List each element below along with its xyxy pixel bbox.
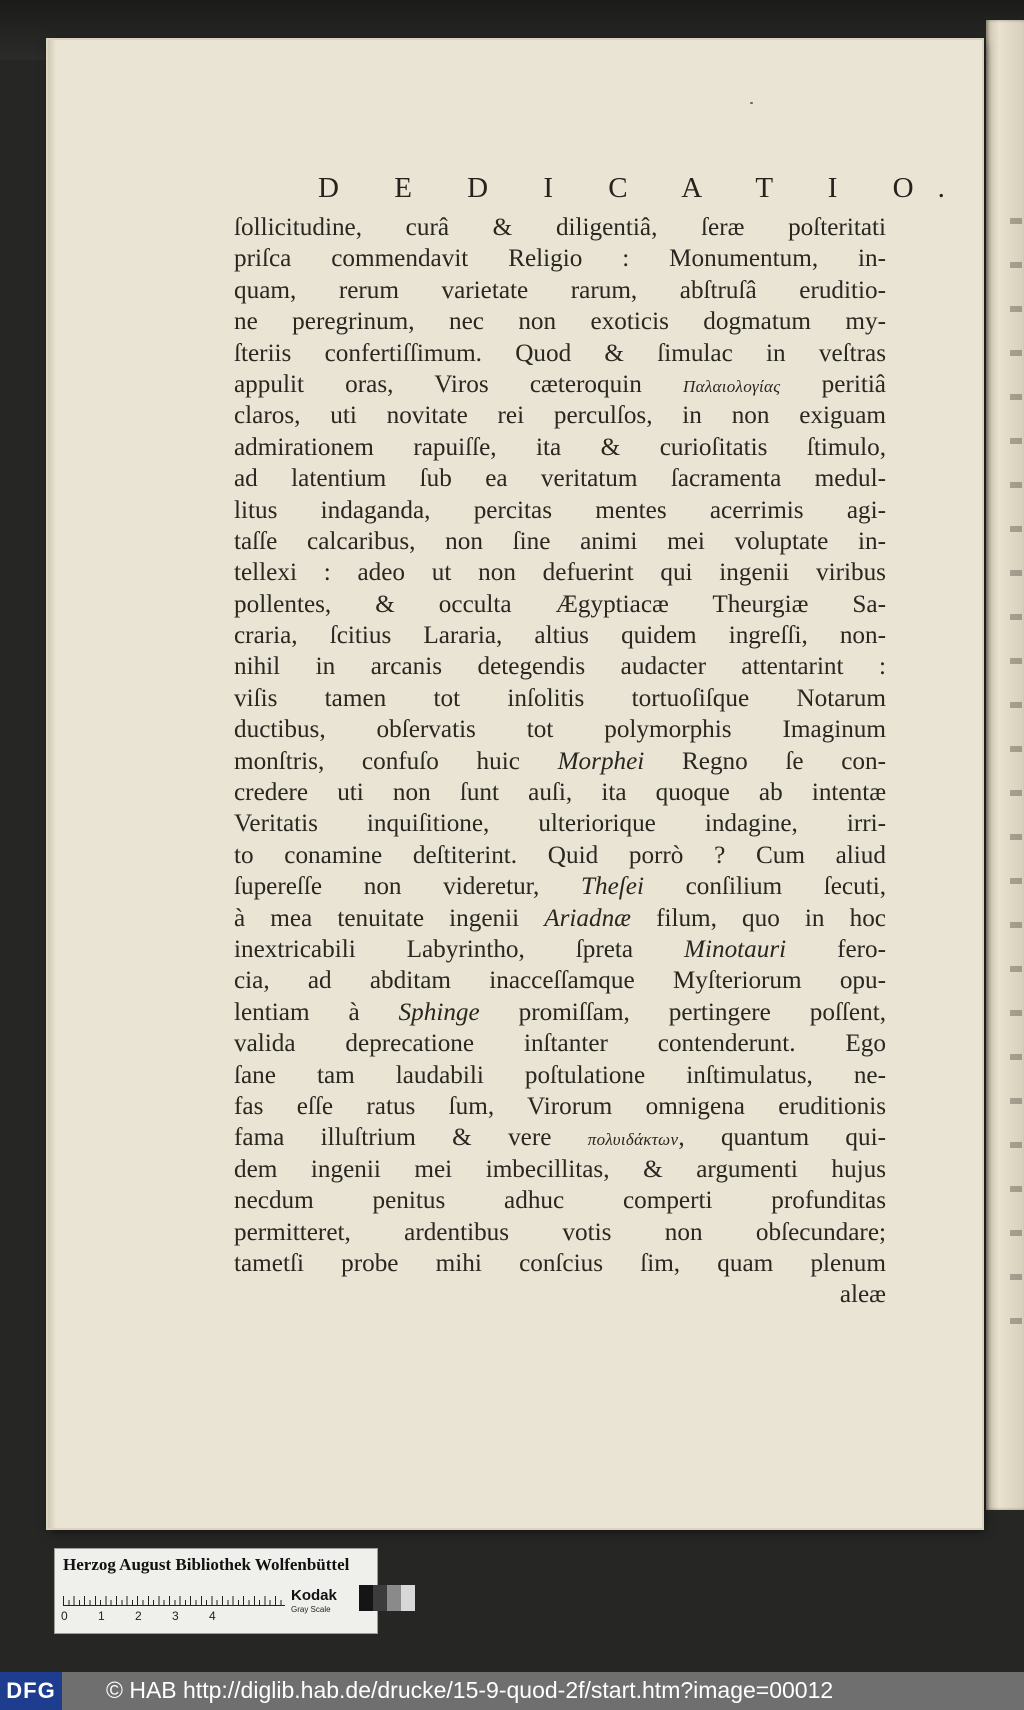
text-line <box>234 526 886 557</box>
italic-name: Ariadnæ <box>544 904 631 932</box>
text-segment: viſis tamen tot inſolitis tortuoſiſque Notarum <box>234 684 886 712</box>
ruler-label: 1 <box>98 1609 105 1623</box>
text-line <box>234 808 886 839</box>
text-segment: permitteret, ardentibus votis non obſecundare; <box>234 1218 886 1246</box>
text-line <box>234 1122 886 1153</box>
text-line <box>234 871 886 902</box>
adjacent-page-edge <box>986 20 1024 1510</box>
text-segment: necdum penitus adhuc comperti profunditas <box>234 1187 886 1215</box>
adjacent-page-text-marks <box>1010 180 1022 1330</box>
dfg-logo: DFG <box>0 1672 62 1710</box>
text-segment: tellexi : adeo ut non defuerint qui ingenii viribus <box>234 559 886 587</box>
kodak-brand: Kodak <box>291 1587 337 1604</box>
text-segment: fero- <box>786 935 887 963</box>
text-segment: litus indaganda, percitas mentes acerrimis agi- <box>234 496 886 524</box>
italic-name: Sphinge <box>398 998 480 1026</box>
text-segment: ductibus, obſervatis tot polymorphis Imaginum <box>234 716 886 744</box>
text-segment: quam, rerum varietate rarum, abſtruſâ eruditio- <box>234 276 886 304</box>
gray-scale-caption: Gray Scale <box>291 1605 331 1614</box>
text-segment: ſteriis confertiſſimum. Quod & ſimulac in veſtras <box>234 339 886 367</box>
text-segment: fama illuſtrium & vere <box>234 1124 588 1152</box>
text-segment: à mea tenuitate ingenii <box>234 904 545 932</box>
ruler-label: 2 <box>135 1609 142 1623</box>
greek-word: πολυιδάκτων <box>587 1130 679 1150</box>
ruler-labels <box>61 1609 291 1625</box>
gray-swatch <box>373 1585 387 1611</box>
text-segment: dem ingenii mei imbecillitas, & argumenti hujus <box>234 1155 886 1183</box>
ruler-label: 4 <box>209 1609 216 1623</box>
catchword: aleæ <box>839 1281 886 1309</box>
text-line <box>234 306 886 337</box>
ink-speck <box>750 102 753 104</box>
text-line <box>234 557 886 588</box>
text-line <box>234 432 886 463</box>
text-segment: to conamine deſtiterint. Quid porrò ? Cum aliud <box>234 841 886 869</box>
text-segment: promiſſam, pertingere poſſent, <box>479 998 887 1026</box>
library-name: Herzog August Bibliothek Wolfenbüttel <box>63 1555 350 1574</box>
text-segment: ſupereſſe non videretur, <box>234 873 581 901</box>
text-line <box>234 651 886 682</box>
text-line <box>234 1028 886 1059</box>
dedication-text <box>234 212 886 1311</box>
text-line <box>234 903 886 934</box>
text-segment: filum, quo in hoc <box>630 904 886 932</box>
text-segment: nihil in arcanis detegendis audacter attentarint : <box>234 653 886 681</box>
text-line <box>234 369 886 400</box>
text-line <box>234 275 886 306</box>
text-line <box>234 714 886 745</box>
text-line <box>234 463 886 494</box>
italic-name: Theſei <box>580 873 644 901</box>
text-segment: appulit oras, Viros cæteroquin <box>234 370 684 398</box>
text-line <box>234 1060 886 1091</box>
text-segment: tametſi probe mihi conſcius ſim, quam plenum <box>234 1249 886 1277</box>
text-segment: conſilium ſecuti, <box>643 873 886 901</box>
text-segment: admirationem rapuiſſe, ita & curioſitatis ſtimulo, <box>234 433 886 461</box>
measurement-ruler <box>63 1587 285 1606</box>
text-segment: inextricabili Labyrintho, ſpreta <box>234 935 684 963</box>
text-line <box>234 589 886 620</box>
text-line <box>234 1091 886 1122</box>
text-line <box>234 777 886 808</box>
text-segment: valida deprecatione inſtanter contenderunt. Ego <box>234 1030 886 1058</box>
text-line <box>234 1217 886 1248</box>
text-segment: priſca commendavit Religio : Monumentum, in- <box>234 245 886 273</box>
text-segment: credere uti non ſunt auſi, ita quoque ab intentæ <box>234 779 886 807</box>
text-line <box>234 400 886 431</box>
text-line <box>234 212 886 243</box>
text-segment: , quantum qui- <box>678 1124 886 1152</box>
gray-swatch <box>401 1585 415 1611</box>
text-segment: ne peregrinum, nec non exoticis dogmatum my- <box>234 308 886 336</box>
text-line <box>234 840 886 871</box>
text-line <box>234 495 886 526</box>
text-line <box>234 746 886 777</box>
italic-name: Morphei <box>557 747 645 775</box>
text-line <box>234 934 886 965</box>
page-heading: D E D I C A T I O. <box>318 172 969 204</box>
text-segment: ſollicitudine, curâ & diligentiâ, ſeræ poſteritati <box>234 214 886 241</box>
text-segment: claros, uti novitate rei perculſos, in non exiguam <box>234 402 886 430</box>
text-line <box>234 997 886 1028</box>
text-segment: cia, ad abditam inacceſſamque Myſteriorum opu- <box>234 967 886 995</box>
gray-scale-swatches <box>359 1585 419 1611</box>
gray-swatch <box>387 1585 401 1611</box>
text-segment: ſane tam laudabili poſtulatione inſtimulatus, ne- <box>234 1061 886 1089</box>
ruler-label: 0 <box>61 1609 68 1623</box>
text-line <box>234 1185 886 1216</box>
text-line <box>234 620 886 651</box>
text-line <box>234 338 886 369</box>
text-segment: pollentes, & occulta Ægyptiacæ Theurgiæ Sa- <box>234 590 886 618</box>
color-calibration-strip <box>54 1548 378 1634</box>
text-segment: monſtris, confuſo huic <box>234 747 558 775</box>
text-segment: Veritatis inquiſitione, ulteriorique indagine, irri- <box>234 810 886 838</box>
text-segment: lentiam à <box>234 998 399 1026</box>
text-line <box>234 683 886 714</box>
ruler-label: 3 <box>172 1609 179 1623</box>
text-line <box>234 1154 886 1185</box>
copyright-url[interactable]: © HAB http://diglib.hab.de/drucke/15-9-quod-2f/start.htm?image=00012 <box>106 1677 834 1703</box>
text-line <box>234 1248 886 1279</box>
text-line <box>234 243 886 274</box>
text-segment: ad latentium ſub ea veritatum ſacramenta medul- <box>234 465 886 493</box>
gray-swatch <box>359 1585 373 1611</box>
text-line <box>234 965 886 996</box>
text-segment: fas eſſe ratus ſum, Virorum omnigena eruditionis <box>234 1092 886 1120</box>
greek-word: Παλαιολογίας <box>683 376 781 396</box>
italic-name: Minotauri <box>684 935 787 963</box>
text-segment: Regno ſe con- <box>644 747 886 775</box>
text-segment: taſſe calcaribus, non ſine animi mei voluptate in- <box>234 527 886 555</box>
text-segment: craria, ſcitius Lararia, altius quidem ingreſſi, non- <box>234 622 886 650</box>
text-segment: peritiâ <box>780 370 886 398</box>
